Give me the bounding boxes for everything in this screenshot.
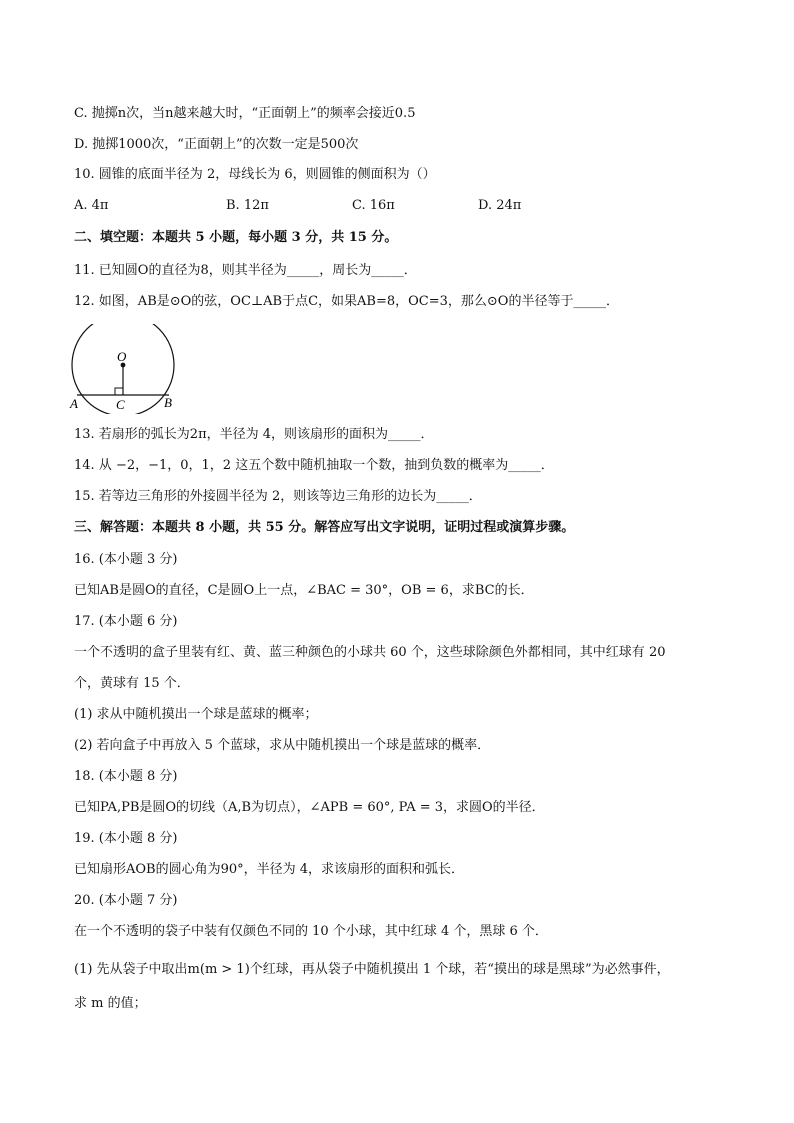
circle-figure (66, 324, 186, 414)
q10-options (74, 198, 694, 214)
q15-text: 15. 若等边三角形的外接圆半径为 2，则该等边三角形的边长为_____． (74, 489, 482, 504)
q16-text: 已知AB是圆O的直径，C是圆O上一点，∠BAC = 30°，OB = 6，求BC的长． (74, 583, 534, 598)
right-angle-mark (115, 388, 123, 395)
q18-text: 已知PA,PB是圆O的切线（A,B为切点），∠APB = 60°, PA = 3，求圆O的半径． (74, 800, 545, 815)
q20-part-1: (1) 先从袋子中取出m(m > 1)个红球，再从袋子中随机摸出 1 个球，若“摸出的球是黑球”为必然事件， (74, 962, 670, 977)
q17-text-2: 个，黄球有 15 个． (74, 676, 190, 691)
label-b: B (164, 395, 172, 410)
q17-header: 17. (本小题 6 分) (74, 614, 178, 629)
q19-text: 已知扇形AOB的圆心角为90°，半径为 4，求该扇形的面积和弧长． (74, 862, 465, 877)
q13-text: 13. 若扇形的弧长为2π，半径为 4，则该扇形的面积为_____． (74, 427, 434, 442)
q12-text: 12. 如图，AB是⊙O的弦，OC⊥AB于点C，如果AB=8，OC=3，那么⊙O的半径等于_____． (74, 294, 619, 309)
q9-option-c: C. 抛掷n次，当n越来越大时，“正面朝上”的频率会接近0.5 (74, 106, 416, 121)
q9-option-d: D. 抛掷1000次，“正面朝上”的次数一定是500次 (74, 137, 359, 152)
label-o: O (117, 349, 127, 364)
label-c: C (116, 397, 125, 412)
q19-header: 19. (本小题 8 分) (74, 831, 178, 846)
q10-option-d: D. 24π (478, 198, 522, 213)
q17-text-1: 一个不透明的盒子里装有红、黄、蓝三种颜色的小球共 60 个，这些球除颜色外都相同，其中红球有 20 (74, 645, 666, 660)
q14-text: 14. 从 −2，−1，0，1，2 这五个数中随机抽取一个数，抽到负数的概率为_____． (74, 458, 554, 473)
section-2-heading: 二、填空题：本题共 5 小题，每小题 3 分，共 15 分。 (74, 230, 398, 245)
q18-header: 18. (本小题 8 分) (74, 769, 178, 784)
q10-option-c: C. 16π (352, 198, 395, 213)
q16-header: 16. (本小题 3 分) (74, 552, 178, 567)
q20-part-1-cont: 求 m 的值； (74, 996, 147, 1011)
q10-option-a: A. 4π (74, 198, 109, 213)
q17-part-1: (1) 求从中随机摸出一个球是蓝球的概率； (74, 707, 318, 722)
q20-header: 20. (本小题 7 分) (74, 893, 178, 908)
q17-part-2: (2) 若向盒子中再放入 5 个蓝球，求从中随机摸出一个球是蓝球的概率． (74, 738, 491, 753)
q11-text: 11. 已知圆O的直径为8，则其半径为_____，周长为_____． (74, 263, 417, 278)
section-3-heading: 三、解答题：本题共 8 小题，共 55 分。解答应写出文字说明，证明过程或演算步骤。 (74, 520, 575, 535)
label-a: A (70, 396, 78, 411)
q10-text: 10. 圆锥的底面半径为 2，母线长为 6，则圆锥的侧面积为（） (74, 167, 436, 182)
q10-option-b: B. 12π (226, 198, 269, 213)
q20-text: 在一个不透明的袋子中装有仅颜色不同的 10 个小球，其中红球 4 个，黑球 6 个． (74, 924, 548, 939)
